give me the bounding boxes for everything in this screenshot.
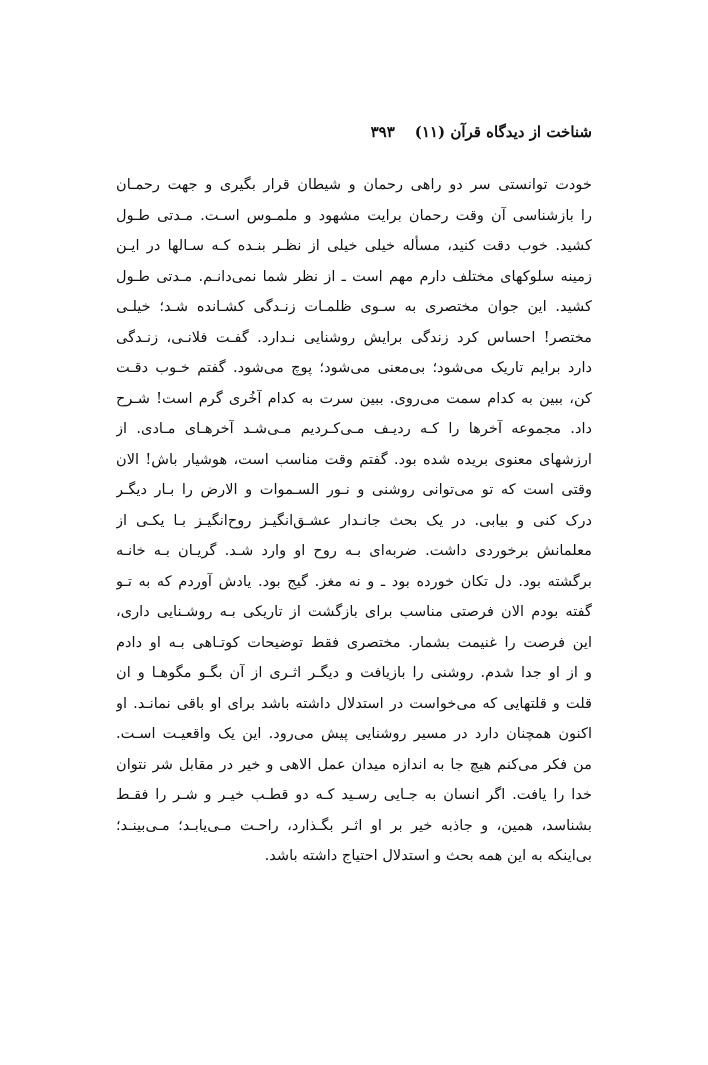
text-line: را بازشناسی آن وقت رحمان برایت مشهود و ملمـوس اسـت. مـدتی طـول bbox=[116, 206, 592, 224]
text-line: گفته بودم الان فرصتی مناسب برای بازگشت از تاریکی بـه روشـنایی داری، bbox=[116, 603, 592, 620]
page-number: ۳۹۳ bbox=[370, 123, 395, 141]
text-line: خودت توانستی سر دو راهی رحمان و شیطان قرار بگیری و جهت رحمـان bbox=[116, 176, 592, 193]
text-line: کن، ببین به کدام سمت می‌روی. ببین سرت به کدام آخُری گرم است! شـرح bbox=[116, 389, 592, 407]
text-line: مختصر! احساس کرد زندگی برایش روشنایی نـدارد. گفـت فلانـی، زنـدگی bbox=[116, 328, 592, 346]
header-title: شناخت از دیدگاه قرآن (۱۱) bbox=[414, 123, 592, 141]
running-header bbox=[116, 120, 592, 144]
text-line: من فکر می‌کنم هیچ جا به اندازه میدان عمل الاهی و خیر در مقابل شر نتوان bbox=[116, 755, 592, 773]
text-line: بشناسد، همین، و جاذبه خیر بر او اثـر بگـذارد، راحـت مـی‌یابـد؛ مـی‌بینـد؛ bbox=[116, 816, 592, 834]
text-line: زمینه سلوکهای مختلف دارم مهم است ـ از نظر شما نمی‌دانـم. مـدتی طـول bbox=[116, 267, 592, 285]
text-line: کشید. این جوان مختصری به سـوی ظلمـات زنـدگی کشـانده شـد؛ خیلـی bbox=[116, 298, 592, 315]
text-line: ارزشهای معنوی بریده شده بود. گفتم وقت مناسب است، هوشیار باش! الان bbox=[116, 450, 592, 468]
text-line: برگشته بود. دل تکان خورده بود ـ و نه مغز. گیج بود. یادش آوردم که به تـو bbox=[116, 572, 592, 590]
text-line: خدا را یافت. اگر انسان به جـایی رسـید کـه دو قطـب خیـر و شـر را فقـط bbox=[116, 786, 592, 803]
text-line: داد. مجموعه آخرها را کـه ردیـف مـی‌کـردیم مـی‌شـد آخرهـای مـادی. از bbox=[116, 420, 592, 437]
text-line: وقتی است که تو می‌توانی روشنی و نـور السـموات و الارض را بـار دیگـر bbox=[116, 481, 592, 498]
text-line: قلت و قلتهایی که می‌خواست در استدلال داشته باشد برای او باقی نمانـد. او bbox=[116, 694, 592, 712]
text-line: بی‌اینکه به این همه بحث و استدلال احتیاج داشته باشد. bbox=[264, 847, 592, 864]
text-line: درک کنی و بیابی. در یک بحث جانـدار عشـق‌انگیـز روح‌انگیـز بـا یکـی از bbox=[116, 511, 592, 529]
body-paragraph bbox=[116, 170, 592, 872]
text-line: این فرصت را غنیمت بشمار. مختصری فقط توضیحات کوتـاهی بـه او دادم bbox=[116, 633, 592, 651]
text-line: و از او جدا شدم. روشنی را بازیافت و دیگـر اثـری از آن بگـو مگوهـا و ان bbox=[116, 664, 592, 681]
text-line: دارد برایم تاریک می‌شود؛ بی‌معنی می‌شود؛ پوچ می‌شود. گفتم خـوب دقـت bbox=[116, 359, 592, 376]
text-line: کشید. خوب دقت کنید، مسأله خیلی خیلی از نظـر بنـده کـه سـالها در ایـن bbox=[116, 237, 592, 254]
text-line: اکنون همچنان دارد در مسیر روشنایی پیش می‌رود. این یک واقعیـت اسـت. bbox=[116, 725, 592, 742]
text-line: معلمانش برخوردی داشت. ضربه‌ای بـه روح او وارد شـد. گریـان بـه خانـه bbox=[116, 542, 592, 559]
